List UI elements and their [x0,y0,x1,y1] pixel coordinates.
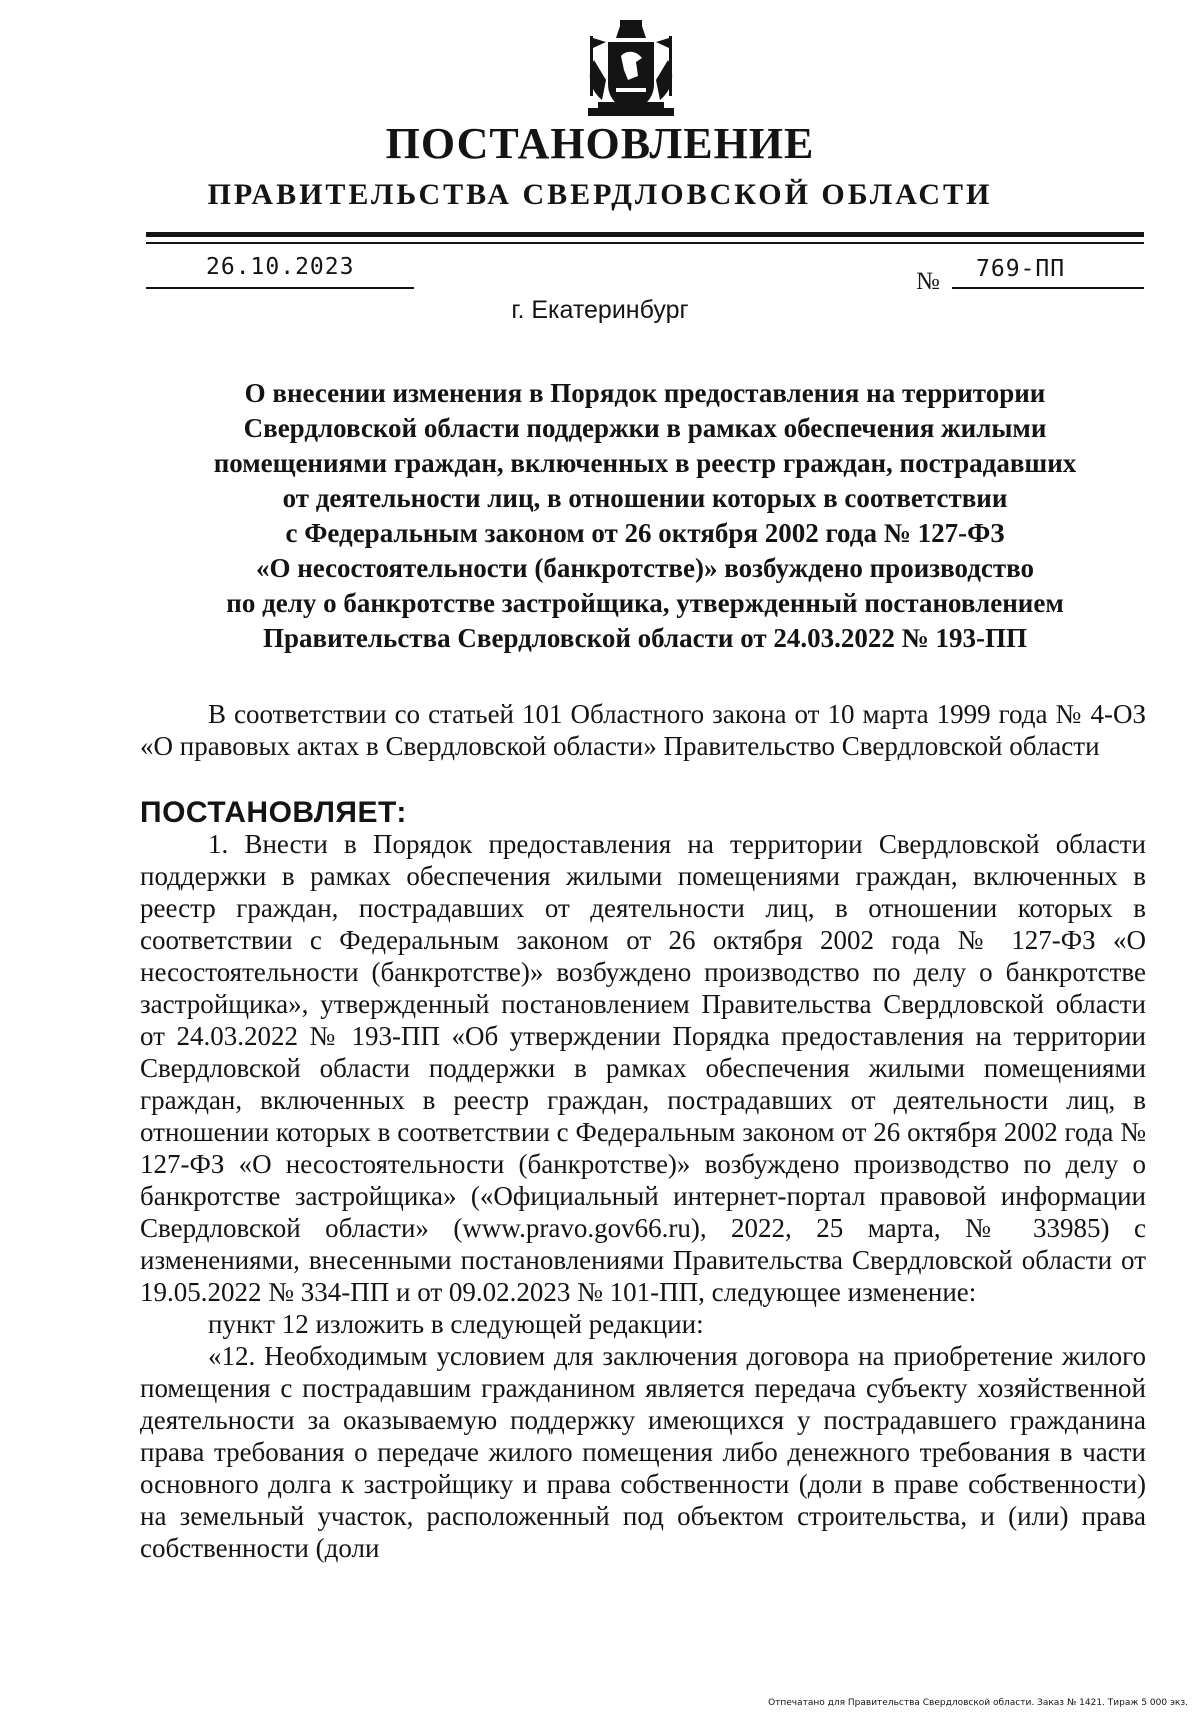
title-line: Свердловской области поддержки в рамках обеспечения жилыми [243,413,1047,443]
title-line: с Федеральным законом от 26 октября 2002 года № 127-ФЗ [285,518,1005,548]
preamble-paragraph: В соответствии со статьей 101 Областного закона от 10 марта 1999 года № 4-ОЗ «О правовых актах в Свердловской области» Правительство Свердловской области [140,699,1146,761]
header-divider-thick [146,232,1144,237]
title-line: О внесении изменения в Порядок предоставления на территории [244,378,1046,408]
paragraph-3: «12. Необходимым условием для заключения договора на приобретение жилого помещения с пострадавшим гражданином является передача субъекту хозяйственной деятельности за оказываемую поддержку имеющихся у пострадавшего гражданина права требования о передаче жилого помещения либо денежного требования в части основного долга к застройщику и права собственности (доли в праве собственности) на земельный участок, расположенный под объектом строительства, и (или) права собственности (доли [140,1341,1146,1563]
city-label: г. Екатеринбург [511,296,689,324]
document-number: 769-ПП [976,256,1066,282]
number-sign: № [916,268,940,295]
date-underline [146,287,414,289]
document-date: 26.10.2023 [206,254,355,280]
title-line: Правительства Свердловской области от 24.03.2022 № 193-ПП [263,623,1027,653]
title-line: по делу о банкротстве застройщика, утвержденный постановлением [226,588,1064,618]
title-line: от деятельности лиц, в отношении которых в соответствии [282,483,1008,513]
title-line: помещениями граждан, включенных в реестр граждан, пострадавших [213,448,1077,478]
document-type-heading: ПОСТАНОВЛЕНИЕ [385,119,815,168]
number-underline [952,287,1144,289]
preamble [140,698,1146,762]
resolves-heading: ПОСТАНОВЛЯЕТ: [140,796,407,829]
organization-heading: ПРАВИТЕЛЬСТВА СВЕРДЛОВСКОЙ ОБЛАСТИ [207,178,993,211]
paragraph-1: 1. Внести в Порядок предоставления на территории Свердловской области поддержки в рамках обеспечения жилыми помещениями граждан, включенных в реестр граждан, пострадавших от деятельности лиц, в отношении которых в соответствии с Федеральным законом от 26 октября 2002 года № 127-ФЗ «О несостоятельности (банкротстве)» возбуждено производство по делу о банкротстве застройщика», утвержденный постановлением Правительства Свердловской области от 24.03.2022 № 193-ПП «Об утверждении Порядка предоставления на территории Свердловской области поддержки в рамках обеспечения жилыми помещениями граждан, включенных в реестр граждан, пострадавших от деятельности лиц, в отношении которых в соответствии с Федеральным законом от 26 октября 2002 года № 127-ФЗ «О несостоятельности (банкротстве)» возбуждено производство по делу о банкротстве застройщика» («Официальный интернет-портал правовой информации Свердловской области» (www.pravo.gov66.ru), 2022, 25 марта, № 33985) с изменениями, внесенными постановлениями Правительства Свердловской области от 19.05.2022 № 334-ПП и от 09.02.2023 № 101-ПП, следующее изменение: [140,829,1146,1307]
title-line: «О несостоятельности (банкротстве)» возбуждено производство [255,553,1035,583]
resolution-body [140,828,1146,1564]
coat-of-arms-emblem [576,20,686,120]
print-footer: Отпечатано для Правительства Свердловской области. Заказ № 1421. Тираж 5 000 экз. [768,1698,1188,1708]
header-divider-thin [146,242,1144,244]
document-title [146,376,1144,656]
paragraph-2: пункт 12 изложить в следующей редакции: [208,1309,704,1339]
